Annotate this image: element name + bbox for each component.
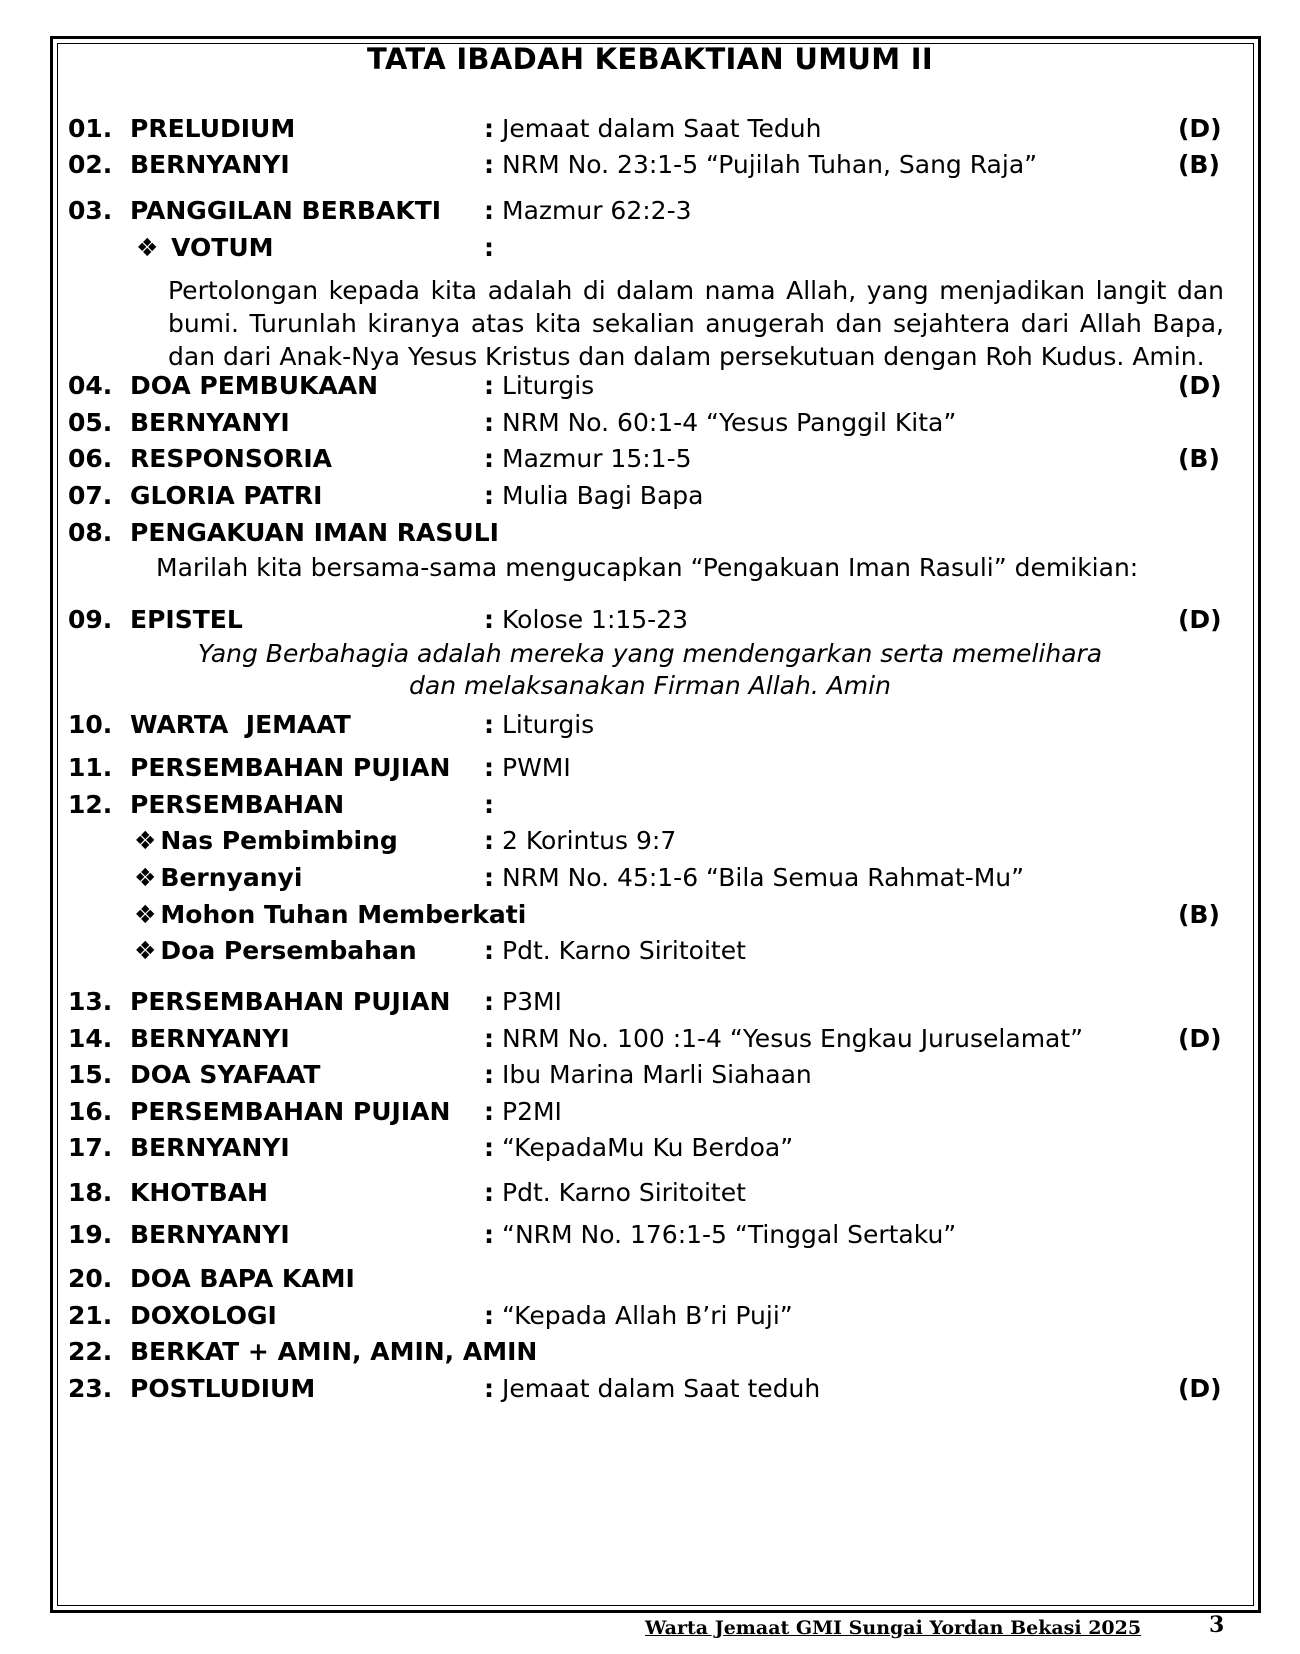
list-item [0,1022,1300,1056]
item-code: (D) [1178,371,1222,400]
list-item [0,1262,1300,1296]
list-item [0,751,1300,785]
colon: : [484,1374,494,1403]
votum-text [168,274,1224,373]
item-label: DOA SYAFAAT [130,1060,321,1089]
item-code: (D) [1178,114,1222,143]
item-value: Liturgis [502,371,595,400]
list-item [0,479,1300,513]
list-item [0,369,1300,403]
item-label: PANGGILAN BERBAKTI [130,196,442,225]
colon: : [484,753,494,782]
item-label: WARTA JEMAAT [130,710,351,739]
item-number: 14. [68,1024,113,1053]
item-number: 11. [68,753,113,782]
item-value: Mulia Bagi Bapa [502,481,704,510]
colon: : [484,1178,494,1207]
votum-label: ❖ VOTUM [136,231,274,265]
item-number: 08. [68,518,113,547]
item-label: PENGAKUAN IMAN RASULI [130,518,499,547]
item-value: Mazmur 62:2-3 [502,196,692,225]
item-value: “Kepada Allah B’ri Puji” [502,1301,793,1330]
colon: : [484,1220,494,1249]
colon: : [484,1301,494,1330]
item-label: BERNYANYI [130,150,290,179]
item-number: 02. [68,150,113,179]
item-value: PWMI [502,753,571,782]
item-value: Jemaat dalam Saat Teduh [502,114,822,143]
colon: : [484,408,494,437]
colon: : [484,444,494,473]
item-code: (B) [1178,444,1220,473]
votum-line: dan dari Anak-Nya Yesus Kristus dan dalam persekutuan dengan Roh Kudus. Amin. [168,342,1205,371]
item-code: (B) [1178,150,1220,179]
item-label: BERNYANYI [130,1024,290,1053]
item-label: BERNYANYI [130,408,290,437]
colon: : [484,196,494,225]
item-number: 10. [68,710,113,739]
list-item [0,112,1300,146]
item-label: BERNYANYI [130,1220,290,1249]
subitem-label: Nas Pembimbing [160,826,398,855]
item-number: 04. [68,371,113,400]
colon: : [484,936,494,965]
offering-subitem [0,934,1300,968]
item-number: 20. [68,1264,113,1293]
item-value: Kolose 1:15-23 [502,605,689,634]
item-label: PERSEMBAHAN PUJIAN [130,987,451,1016]
item-label: PERSEMBAHAN PUJIAN [130,1097,451,1126]
list-item [0,1131,1300,1165]
colon: : [484,114,494,143]
item-number: 21. [68,1301,113,1330]
item-value: “NRM No. 176:1-5 “Tinggal Sertaku” [502,1220,957,1249]
item-value: Mazmur 15:1-5 [502,444,692,473]
colon: : [484,1060,494,1089]
item-number: 16. [68,1097,113,1126]
item-value: Jemaat dalam Saat teduh [502,1374,821,1403]
item-label: RESPONSORIA [130,444,332,473]
diamond-bullet-icon: ❖ [134,863,157,892]
list-item [0,1299,1300,1333]
list-item [0,1058,1300,1092]
item-label: BERKAT + AMIN, AMIN, AMIN [130,1337,538,1366]
list-item [0,406,1300,440]
item-label: POSTLUDIUM [130,1374,316,1403]
offering-subitem [0,898,1300,932]
item-label: DOXOLOGI [130,1301,277,1330]
item-number: 01. [68,114,113,143]
offering-subitem [0,861,1300,895]
subitem-value: 2 Korintus 9:7 [502,826,677,855]
votum-line: Pertolongan kepada kita adalah di dalam nama Allah, yang menjadikan langit dan [168,276,1224,305]
item-label: DOA BAPA KAMI [130,1264,355,1293]
colon: : [484,233,494,262]
subitem-label: Bernyanyi [160,863,303,892]
subitem-label: Doa Persembahan [160,936,417,965]
item-number: 13. [68,987,113,1016]
colon: : [484,605,494,634]
item-number: 17. [68,1133,113,1162]
colon: : [484,826,494,855]
colon: : [484,1133,494,1162]
footer-text: Warta Jemaat GMI Sungai Yordan Bekasi 2025 [645,1617,1142,1639]
list-item [0,442,1300,476]
item-label: BERNYANYI [130,1133,290,1162]
list-item [0,1095,1300,1129]
item-label: KHOTBAH [130,1178,268,1207]
colon: : [484,710,494,739]
list-item [0,985,1300,1019]
item-value: Liturgis [502,710,595,739]
page-title: TATA IBADAH KEBAKTIAN UMUM II [367,42,933,76]
item-code: (D) [1178,605,1222,634]
item-number: 19. [68,1220,113,1249]
item-value: NRM No. 100 :1-4 “Yesus Engkau Juruselamat” [502,1024,1084,1053]
item-value: NRM No. 60:1-4 “Yesus Panggil Kita” [502,408,957,437]
item-number: 22. [68,1337,113,1366]
list-item [0,194,1300,228]
colon: : [484,1097,494,1126]
diamond-bullet-icon: ❖ [134,826,157,855]
item-value: P3MI [502,987,562,1016]
list-item [0,603,1300,637]
colon: : [484,987,494,1016]
list-item [0,1335,1300,1369]
item-number: 12. [68,790,113,819]
item-label: EPISTEL [130,605,243,634]
list-item [0,1372,1300,1406]
colon: : [484,790,494,819]
list-item [0,788,1300,822]
subitem-value: Pdt. Karno Siritoitet [502,936,746,965]
item-number: 07. [68,481,113,510]
offering-subitem [0,824,1300,858]
subitem-code: (B) [1178,900,1220,929]
item-label: GLORIA PATRI [130,481,323,510]
diamond-bullet-icon: ❖ [134,936,157,965]
item-label: PRELUDIUM [130,114,296,143]
diamond-bullet-icon: ❖ [136,233,159,262]
creed-note-row [0,551,1300,585]
list-item [0,516,1300,550]
epistle-response-line: dan melaksanakan Firman Allah. Amin [409,671,891,700]
item-value: P2MI [502,1097,562,1126]
colon: : [484,863,494,892]
creed-note: Marilah kita bersama-sama mengucapkan “Pengakuan Iman Rasuli” demikian: [156,553,1139,582]
item-label: DOA PEMBUKAAN [130,371,379,400]
item-number: 03. [68,196,113,225]
list-item [0,148,1300,182]
item-label: PERSEMBAHAN PUJIAN [130,753,451,782]
page-number: 3 [1209,1612,1225,1638]
item-number: 09. [68,605,113,634]
list-item [0,1176,1300,1210]
votum-heading [0,231,1300,265]
subitem-label: Mohon Tuhan Memberkati [160,900,527,929]
item-number: 06. [68,444,113,473]
item-code: (D) [1178,1374,1222,1403]
list-item [0,708,1300,742]
item-value: Pdt. Karno Siritoitet [502,1178,746,1207]
list-item [0,1218,1300,1252]
item-number: 23. [68,1374,113,1403]
colon: : [484,371,494,400]
colon: : [484,481,494,510]
item-code: (D) [1178,1024,1222,1053]
item-label: PERSEMBAHAN [130,790,345,819]
diamond-bullet-icon: ❖ [134,900,157,929]
item-number: 18. [68,1178,113,1207]
item-number: 05. [68,408,113,437]
colon: : [484,1024,494,1053]
item-value: “KepadaMu Ku Berdoa” [502,1133,794,1162]
subitem-value: NRM No. 45:1-6 “Bila Semua Rahmat-Mu” [502,863,1025,892]
epistle-response-line: Yang Berbahagia adalah mereka yang mendengarkan serta memelihara [197,639,1103,668]
colon: : [484,150,494,179]
item-value: NRM No. 23:1-5 “Pujilah Tuhan, Sang Raja” [502,150,1038,179]
item-value: Ibu Marina Marli Siahaan [502,1060,812,1089]
item-number: 15. [68,1060,113,1089]
votum-line: bumi. Turunlah kiranya atas kita sekalian anugerah dan sejahtera dari Allah Bapa, [168,309,1224,338]
